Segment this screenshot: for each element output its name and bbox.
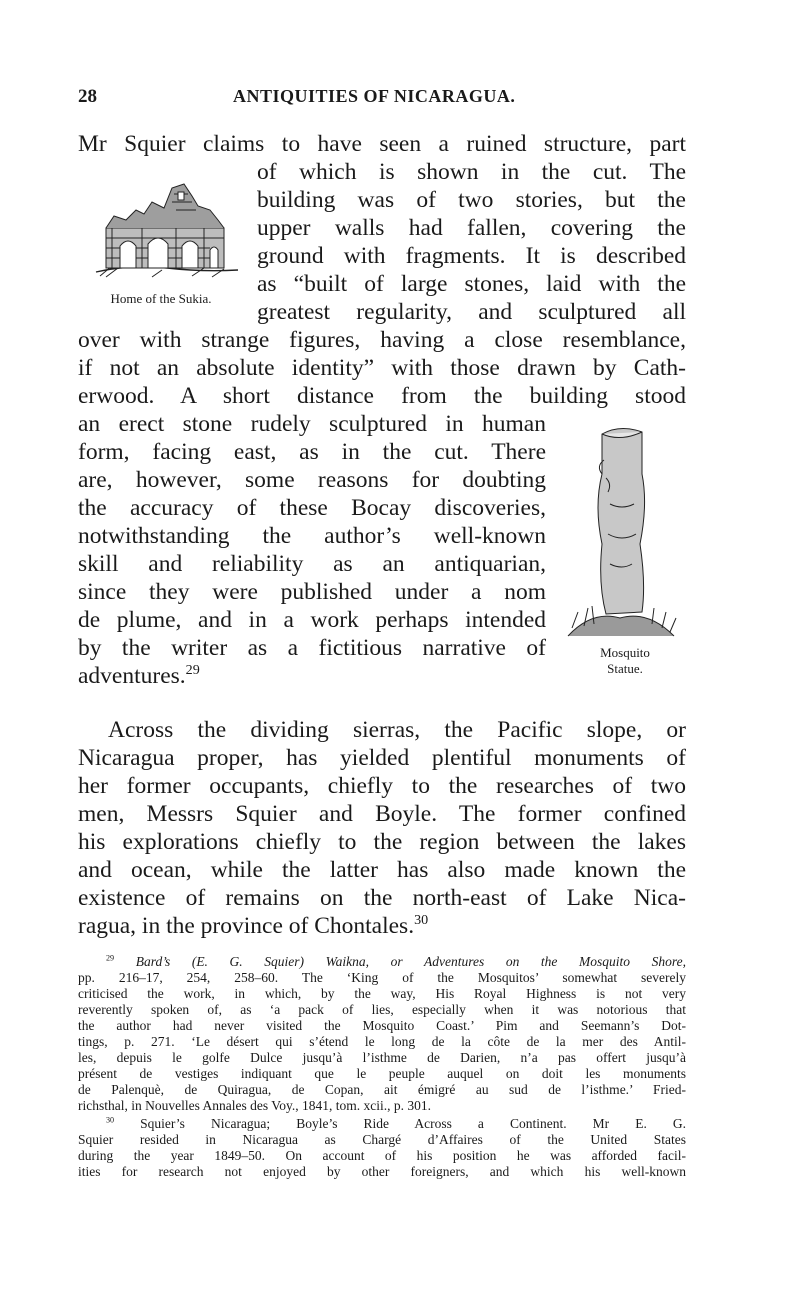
- running-title: ANTIQUITIES OF NICARAGUA.: [233, 86, 516, 106]
- footnote-29-line: de Palenquè, de Quiragua, de Copan, ait émigré au sud de l’isthme.’ Fried-: [78, 1082, 686, 1097]
- text-line: as “built of large stones, laid with the: [257, 271, 686, 297]
- text-line: her former occupants, chiefly to the researches of two: [78, 773, 686, 799]
- text-line: are, however, some reasons for doubting: [78, 467, 546, 493]
- text-segment: ragua, in the province of Chontales.: [78, 913, 415, 939]
- footnote-29-line: présent de vestiges indiquant que le peuple auquel on doit les monuments: [78, 1066, 686, 1081]
- text-line: since they were published under a nom: [78, 579, 546, 605]
- text-line: form, facing east, as in the cut. There: [78, 439, 546, 465]
- statue-caption-line-1: Mosquito: [600, 645, 650, 660]
- text-line: skill and reliability as an antiquarian,: [78, 551, 546, 577]
- statue-caption-line-2: Statue.: [607, 661, 643, 676]
- text-line: erwood. A short distance from the building stood: [78, 383, 686, 409]
- text-line: notwithstanding the author’s well-known: [78, 523, 546, 549]
- text-line: over with strange figures, having a close resemblance,: [78, 327, 686, 353]
- footnote-29-line: the author had never visited the Mosquito Coast.’ Pim and Seemann’s Dot-: [78, 1018, 686, 1033]
- footnote-30-line: ities for research not enjoyed by other foreigners, and which his well-known: [78, 1164, 686, 1179]
- text-line-last: [78, 912, 428, 940]
- footnote-text: Bard’s (E. G. Squier) Waikna, or Adventures on the Mosquito Shore,: [135, 954, 686, 969]
- footnote-text: Squier’s Nicaragua; Boyle’s Ride Across a Continent. Mr E. G.: [140, 1116, 687, 1131]
- footnote-30-line: during the year 1849–50. On account of his position he was afforded facil-: [78, 1148, 686, 1163]
- text-segment: adventures.: [78, 663, 186, 689]
- footnote-30-line: Squier resided in Nicaragua as Chargé d’Affaires of the United States: [78, 1132, 686, 1147]
- text-line: if not an absolute identity” with those drawn by Cath-: [78, 355, 686, 381]
- text-line: Mr Squier claims to have seen a ruined structure, part: [78, 131, 686, 157]
- text-line: by the writer as a fictitious narrative of: [78, 635, 546, 661]
- home-of-the-sukia-caption: Home of the Sukia.: [110, 291, 212, 306]
- footnote-29-mark: 29: [106, 953, 115, 963]
- footnote-29-line: richsthal, in Nouvelles Annales des Voy., 1841, tom. xcii., p. 301.: [78, 1098, 431, 1113]
- footnote-29-line: les, depuis le golfe Dulce jusqu’à l’isthme de Darien, n’a pas offert jusqu’à: [78, 1050, 686, 1065]
- footnote-29-line: tings, p. 271. ‘Le désert qui s’étend le long de la côte de la mer des Antil-: [78, 1034, 686, 1049]
- text-line: upper walls had fallen, covering the: [257, 215, 686, 241]
- text-line: de plume, and in a work perhaps intended: [78, 607, 546, 633]
- home-of-the-sukia-illustration: [92, 180, 242, 280]
- text-line: and ocean, while the latter has also made known the: [78, 857, 686, 883]
- text-line: an erect stone rudely sculptured in human: [78, 411, 546, 437]
- text-line-last: [78, 662, 200, 690]
- text-line: ground with fragments. It is described: [257, 243, 686, 269]
- text-line: greatest regularity, and sculptured all: [257, 299, 686, 325]
- footnote-30-mark: 30: [106, 1115, 115, 1125]
- running-header: [78, 86, 686, 112]
- footnote-29-line: criticised the work, in which, by the way, His Royal Highness is not very: [78, 986, 686, 1001]
- footnote-ref-30[interactable]: 30: [414, 912, 429, 929]
- footnote-30-line: [106, 1116, 686, 1132]
- text-line: Nicaragua proper, has yielded plentiful monuments of: [78, 745, 686, 771]
- text-line: his explorations chiefly to the region between the lakes: [78, 829, 686, 855]
- footnote-29-line: [106, 954, 686, 970]
- text-line: Across the dividing sierras, the Pacific slope, or: [108, 717, 686, 743]
- mosquito-statue-caption: [570, 645, 680, 677]
- mosquito-statue-illustration: [562, 414, 680, 642]
- text-line: building was of two stories, but the: [257, 187, 686, 213]
- text-line: existence of remains on the north-east of Lake Nica-: [78, 885, 686, 911]
- text-line: the accuracy of these Bocay discoveries,: [78, 495, 546, 521]
- page-number: 28: [78, 86, 97, 107]
- text-line: of which is shown in the cut. The: [257, 159, 686, 185]
- footnote-29-line: reverently spoken of, as ‘a pack of lies, especially when it was notorious that: [78, 1002, 686, 1017]
- footnote-29-line: pp. 216–17, 254, 258–60. The ‘King of the Mosquitos’ somewhat severely: [78, 970, 686, 985]
- footnote-ref-29[interactable]: 29: [185, 662, 200, 679]
- text-line: men, Messrs Squier and Boyle. The former confined: [78, 801, 686, 827]
